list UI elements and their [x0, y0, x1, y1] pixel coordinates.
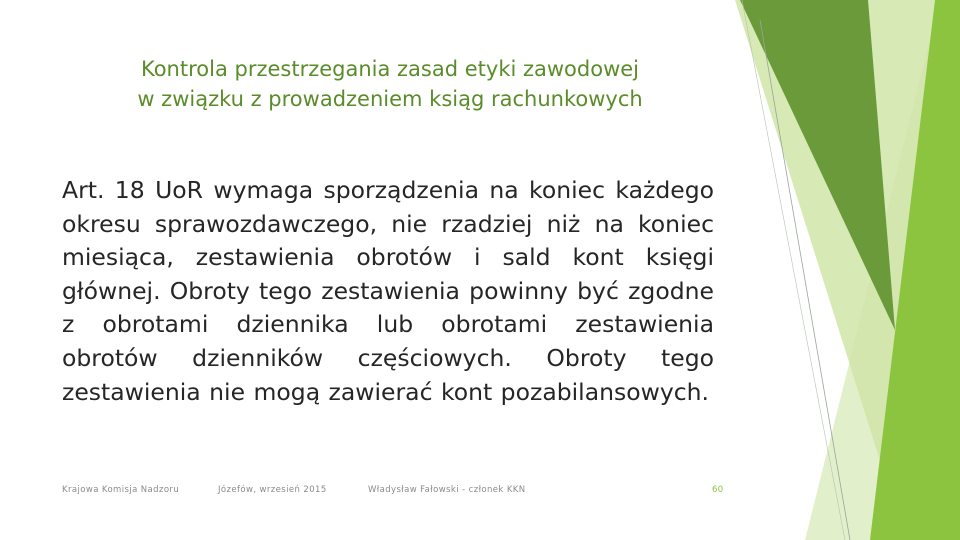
page-number: 60	[712, 485, 724, 495]
slide-title	[80, 54, 700, 114]
footer-place-date: Józefów, wrzesień 2015	[218, 485, 327, 495]
title-line-2: w związku z prowadzeniem ksiąg rachunkowych	[137, 87, 643, 111]
title-line-1: Kontrola przestrzegania zasad etyki zawodowej	[140, 57, 640, 81]
footer-author: Władysław Fałowski - członek KKN	[368, 485, 526, 495]
dark-green-triangle	[740, 0, 895, 330]
footer-organization: Krajowa Komisja Nadzoru	[62, 485, 180, 495]
body-paragraph: Art. 18 UoR wymaga sporządzenia na koniec każdego okresu sprawozdawczego, nie rzadziej niż na koniec miesiąca, zestawienia obrotów i sald kont księgi głównej. Obroty tego zestawienia powinny być zgodne z obrotami dziennika lub obrotami zestawienia obrotów dzienników częściowych. Obroty tego zestawienia nie mogą zawierać kont pozabilansowych.	[62, 176, 714, 406]
